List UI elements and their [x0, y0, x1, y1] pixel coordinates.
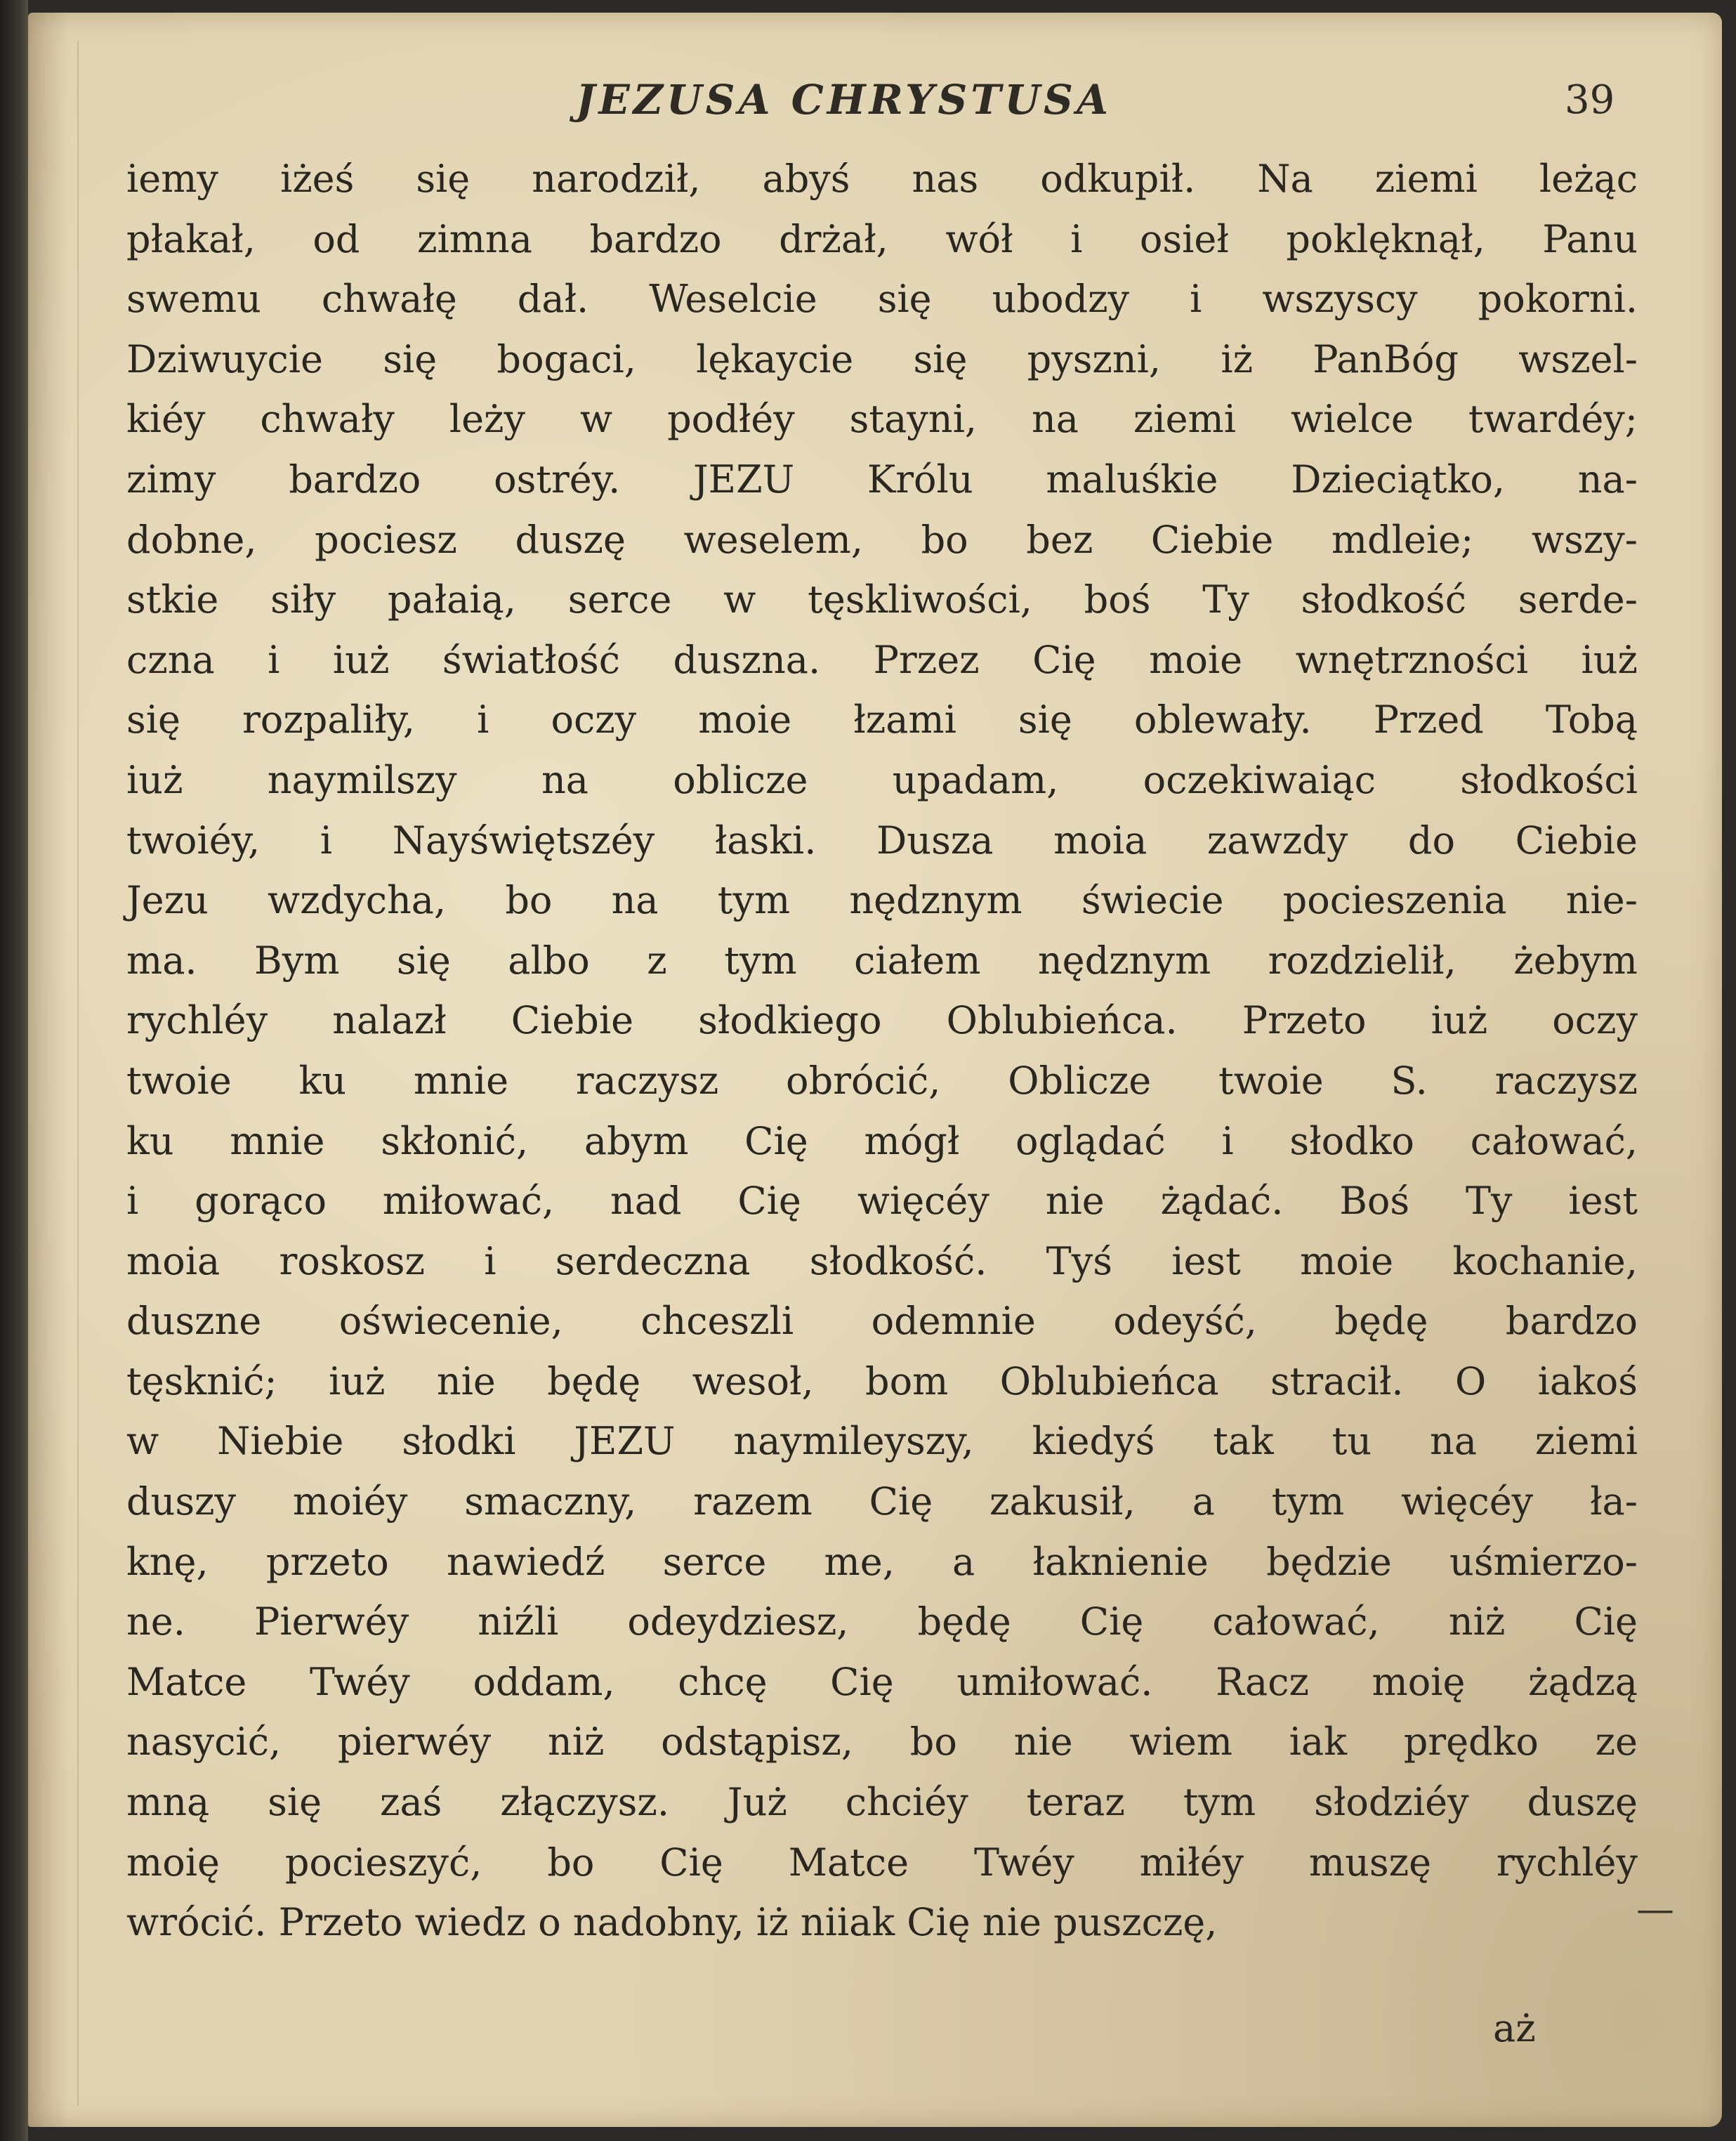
text-line: Dziwuycie się bogaci, lękaycie się pyszni, iż PanBóg wszel- — [126, 336, 1638, 381]
book-page — [28, 13, 1722, 2127]
text-line: knę, przeto nawiedź serce me, a łaknienie będzie uśmierzo- — [126, 1539, 1638, 1584]
page-crease — [77, 41, 79, 2106]
text-line: Jezu wzdycha, bo na tym nędznym świecie pocieszenia nie- — [126, 878, 1638, 923]
running-title: JEZUSA CHRYSTUSA — [576, 76, 1112, 124]
text-line: twoiéy, i Nayświętszéy łaski. Dusza moia zawzdy do Ciebie — [126, 818, 1638, 863]
text-line: tęsknić; iuż nie będę wesoł, bom Oblubieńca stracił. O iakoś — [126, 1358, 1638, 1403]
text-line: duszne oświecenie, chceszli odemnie odeyść, będę bardzo — [126, 1299, 1638, 1344]
page-number: 39 — [1565, 77, 1615, 123]
text-line: swemu chwałę dał. Weselcie się ubodzy i wszyscy pokorni. — [126, 277, 1638, 322]
text-line: iuż naymilszy na oblicze upadam, oczekiwaiąc słodkości — [126, 757, 1638, 802]
text-line: nasycić, pierwéy niż odstąpisz, bo nie wiem iak prędko ze — [126, 1720, 1638, 1764]
body-text — [126, 149, 1638, 1953]
text-line: czna i iuż światłość duszna. Przez Cię moie wnętrzności iuż — [126, 637, 1638, 682]
text-line: płakał, od zimna bardzo drżał, wół i osieł poklęknął, Panu — [126, 216, 1638, 261]
text-line: i gorąco miłować, nad Cię więcéy nie żądać. Boś Ty iest — [126, 1179, 1638, 1224]
margin-mark: — — [1636, 1887, 1674, 1931]
text-line: rychléy nalazł Ciebie słodkiego Oblubieńca. Przeto iuż oczy — [126, 998, 1638, 1043]
text-line: kiéy chwały leży w podłéy stayni, na ziemi wielce twardéy; — [126, 397, 1638, 442]
text-line: Matce Twéy oddam, chcę Cię umiłować. Racz moię żądzą — [126, 1659, 1638, 1704]
text-line: mną się zaś złączysz. Już chciéy teraz tym słodziéy duszę — [126, 1780, 1638, 1825]
text-line: wrócić. Przeto wiedz o nadobny, iż niiak Cię nie puszczę, — [126, 1900, 1218, 1945]
text-line: twoie ku mnie raczysz obrócić, Oblicze twoie S. raczysz — [126, 1058, 1638, 1103]
text-line: moia roskosz i serdeczna słodkość. Tyś iest moie kochanie, — [126, 1238, 1638, 1283]
text-line: ne. Pierwéy niźli odeydziesz, będę Cię całować, niż Cię — [126, 1599, 1638, 1644]
text-line: się rozpaliły, i oczy moie łzami się oblewały. Przed Tobą — [126, 698, 1638, 742]
text-line: duszy moiéy smaczny, razem Cię zakusił, a tym więcéy ła- — [126, 1479, 1638, 1524]
text-line: w Niebie słodki JEZU naymileyszy, kiedyś tak tu na ziemi — [126, 1419, 1638, 1464]
text-line: ku mnie skłonić, abym Cię mógł oglądać i słodko całować, — [126, 1118, 1638, 1163]
catchword: aż — [1493, 2006, 1536, 2050]
text-line: iemy iżeś się narodził, abyś nas odkupił. Na ziemi leżąc — [126, 157, 1638, 201]
text-line: zimy bardzo ostréy. JEZU Królu maluśkie Dzieciątko, na- — [126, 457, 1638, 502]
text-line: ma. Bym się albo z tym ciałem nędznym rozdzielił, żebym — [126, 938, 1638, 983]
running-head — [28, 76, 1722, 139]
text-line: stkie siły pałaią, serce w tęskliwości, boś Ty słodkość serde- — [126, 577, 1638, 622]
text-line: moię pocieszyć, bo Cię Matce Twéy miłéy muszę rychléy — [126, 1840, 1638, 1885]
book-gutter-edge — [0, 0, 28, 2141]
text-line: dobne, pociesz duszę weselem, bo bez Ciebie mdleie; wszy- — [126, 517, 1638, 562]
